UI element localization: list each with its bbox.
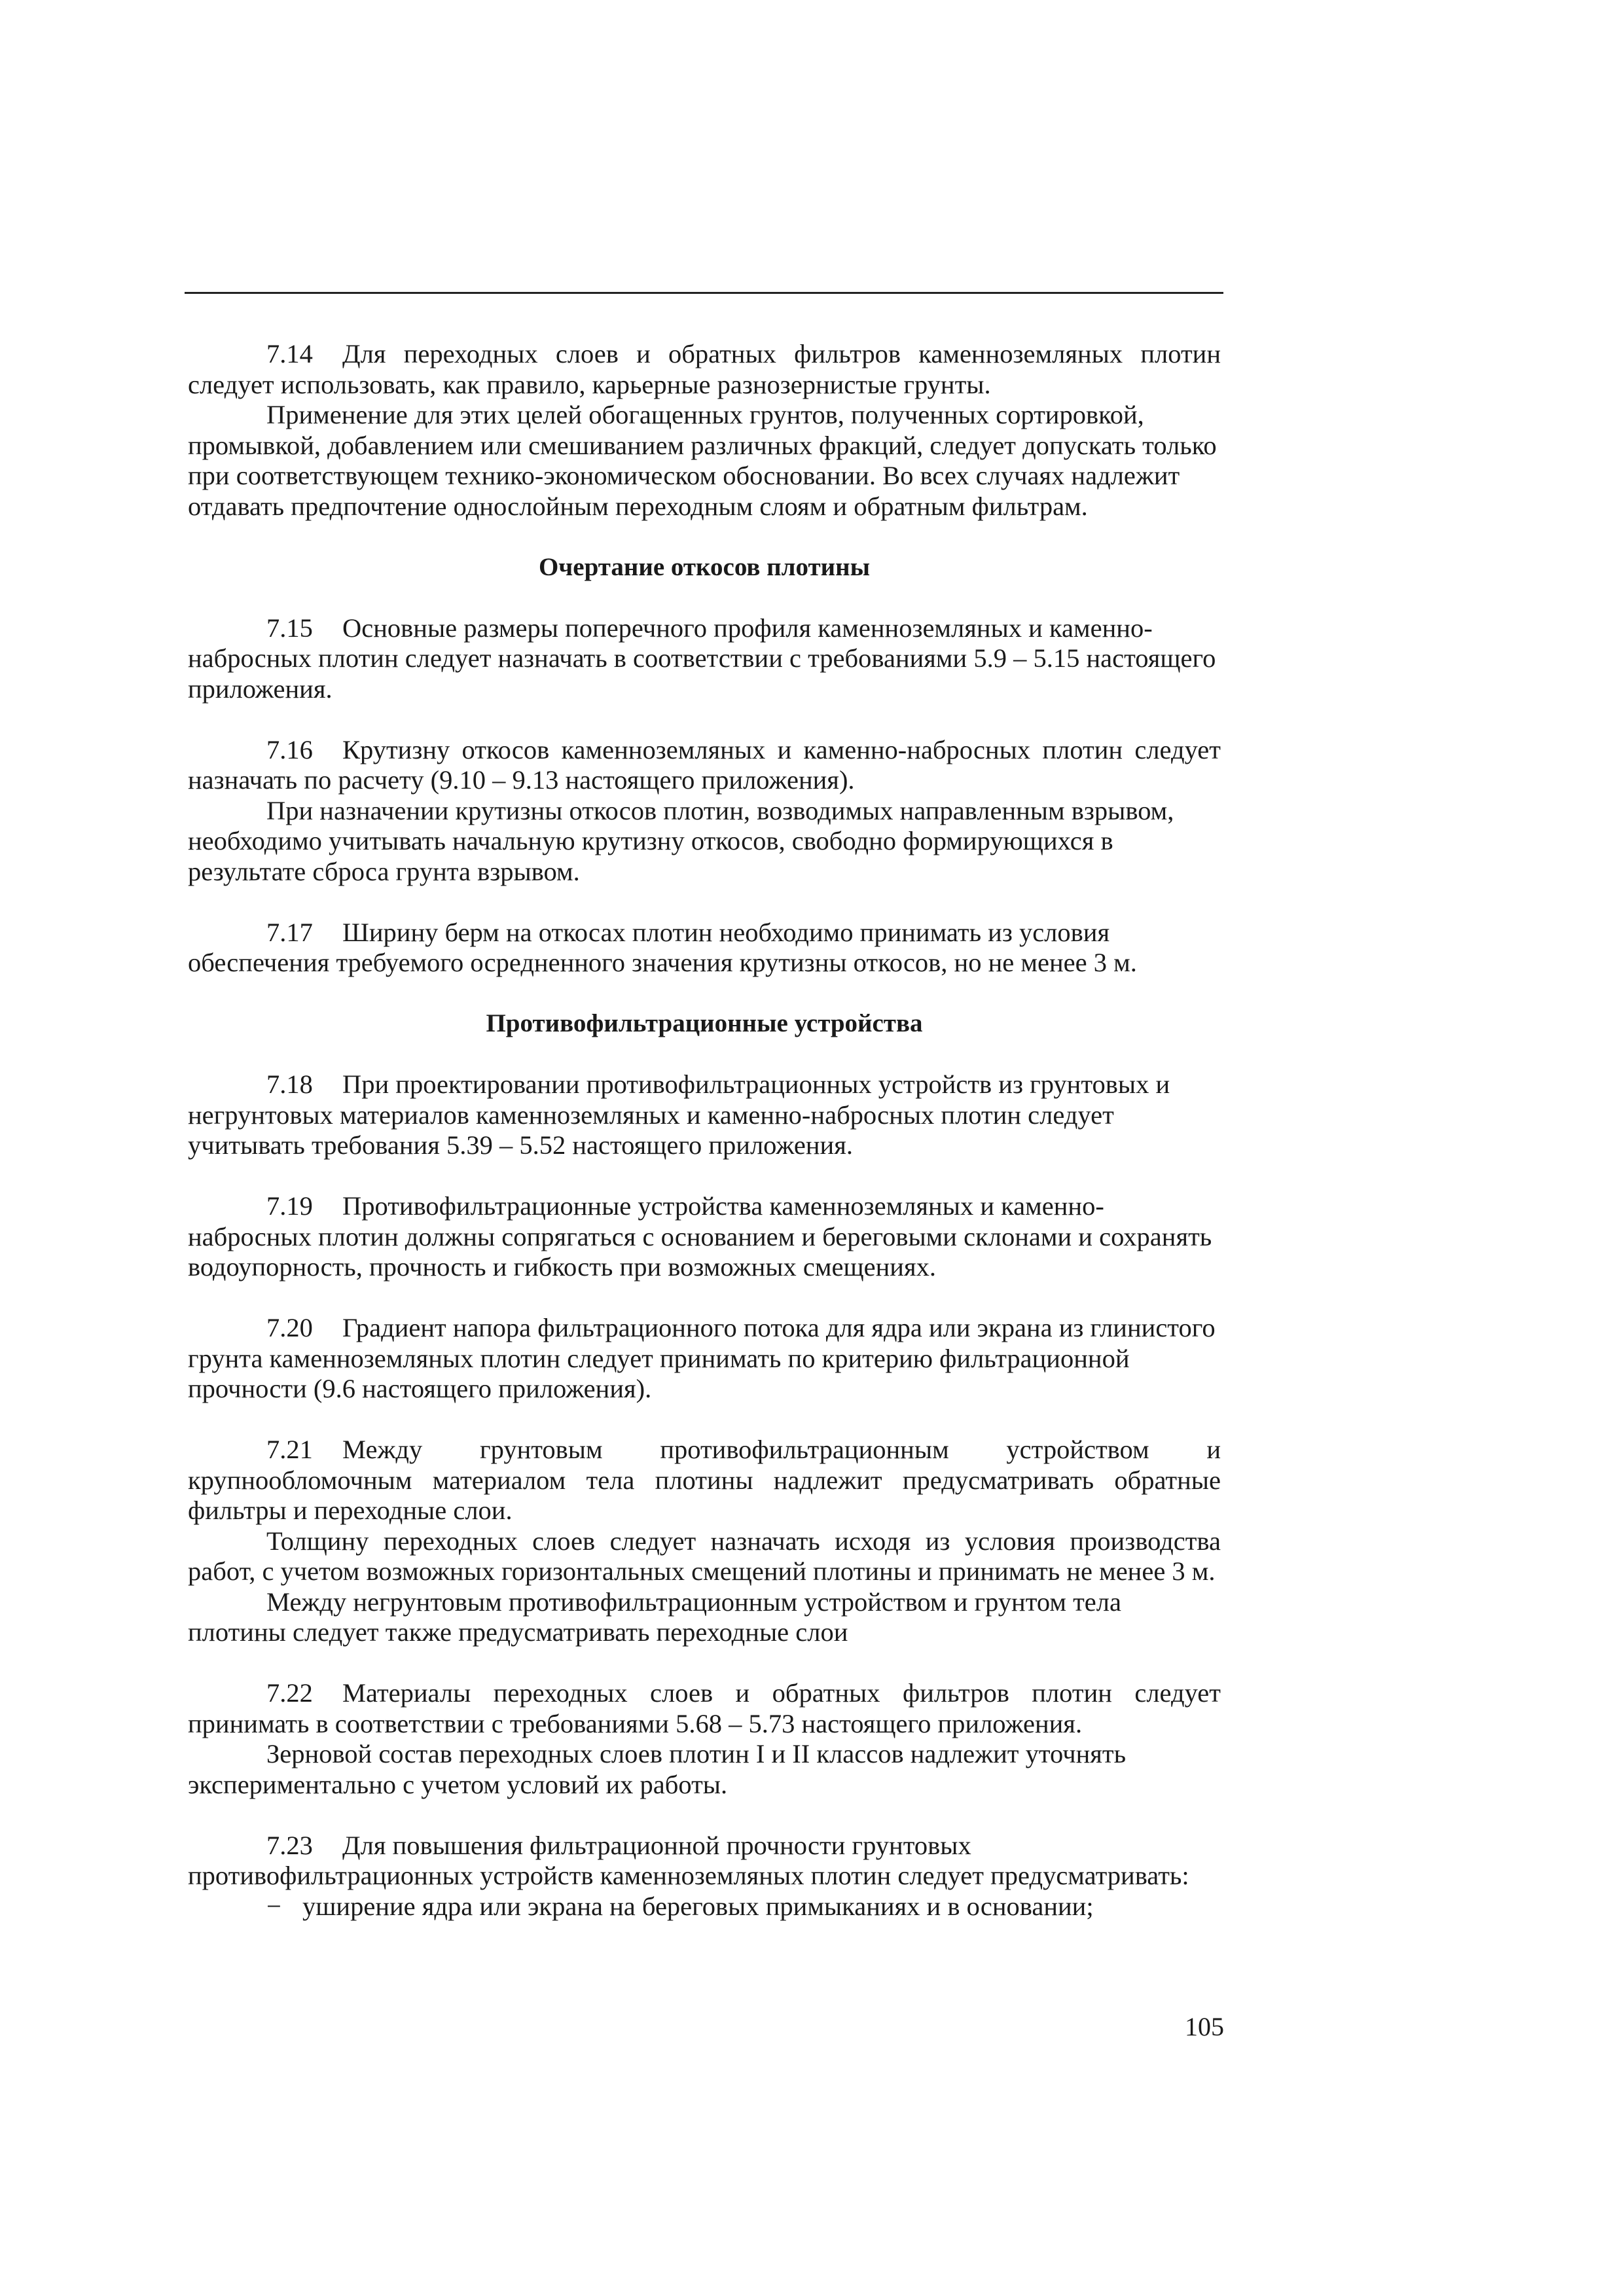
clause-number: 7.22 <box>266 1678 313 1708</box>
clause-number: 7.21 <box>266 1435 313 1464</box>
page-number: 105 <box>1185 2012 1224 2041</box>
header-rule <box>185 292 1223 294</box>
paragraph-text: Толщину переходных слоев следует назначать исходя из условия производства работ, с учетом возможных горизонтальных смещений плотины и принимать не менее 3 м. <box>188 1526 1221 1586</box>
paragraph-7-16-cont <box>188 796 1221 888</box>
paragraph-text: Материалы переходных слоев и обратных фильтров плотин следует принимать в соответствии с требованиями 5.68 – 5.73 настоящего приложения. <box>188 1678 1221 1738</box>
paragraph-7-22 <box>188 1678 1221 1739</box>
clause-number: 7.19 <box>266 1191 313 1221</box>
clause-number: 7.23 <box>266 1830 313 1860</box>
paragraph-7-16 <box>188 735 1221 796</box>
paragraph-7-15 <box>188 613 1221 705</box>
paragraph-7-18 <box>188 1069 1221 1161</box>
paragraph-text: Основные размеры поперечного профиля каменноземляных и каменно-набросных плотин следует назначать в соответствии с требованиями 5.9 – 5.15 настоящего приложения. <box>188 613 1216 704</box>
paragraph-text: При назначении крутизны откосов плотин, возводимых направленным взрывом, необходимо учитывать начальную крутизну откосов, свободно формирующихся в результате сброса грунта взрывом. <box>188 795 1174 886</box>
paragraph-text: Между грунтовым противофильтрационным устройством и крупнообломочным материалом тела плотины надлежит предусматривать обратные фильтры и переходные слои. <box>188 1435 1221 1525</box>
paragraph-7-17 <box>188 918 1221 978</box>
list-item-text: уширение ядра или экрана на береговых примыканиях и в основании; <box>302 1891 1094 1921</box>
paragraph-text: Крутизну откосов каменноземляных и каменно-набросных плотин следует назначать по расчету (9.10 – 9.13 настоящего приложения). <box>188 734 1221 795</box>
paragraph-text: Для переходных слоев и обратных фильтров каменноземляных плотин следует использовать, как правило, карьерные разнозернистые грунты. <box>188 339 1221 399</box>
paragraph-7-20 <box>188 1313 1221 1405</box>
document-body <box>188 339 1221 1922</box>
paragraph-7-21 <box>188 1435 1221 1526</box>
paragraph-7-19 <box>188 1191 1221 1283</box>
paragraph-text: Для повышения фильтрационной прочности грунтовых противофильтрационных устройств каменноземляных плотин следует предусматривать: <box>188 1830 1189 1890</box>
clause-number: 7.17 <box>266 917 313 947</box>
clause-number: 7.18 <box>266 1069 313 1099</box>
paragraph-7-14-cont <box>188 400 1221 522</box>
clause-number: 7.15 <box>266 613 313 643</box>
paragraph-7-21-cont <box>188 1526 1221 1587</box>
paragraph-text: Между негрунтовым противофильтрационным устройством и грунтом тела плотины следует также предусматривать переходные слои <box>188 1587 1121 1647</box>
section-heading-slopes: Очертание откосов плотины <box>538 552 871 581</box>
paragraph-text: Зерновой состав переходных слоев плотин I и II классов надлежит уточнять экспериментально с учетом условий их работы. <box>188 1739 1127 1799</box>
paragraph-text: Противофильтрационные устройства каменноземляных и каменно-набросных плотин должны сопрягаться с основанием и береговыми склонами и сохранять водоупорность, прочность и гибкость при возможных смещениях. <box>188 1191 1212 1282</box>
paragraph-7-21-cont2 <box>188 1587 1221 1648</box>
paragraph-7-14 <box>188 339 1221 400</box>
clause-number: 7.14 <box>266 339 313 368</box>
paragraph-text: При проектировании противофильтрационных устройств из грунтовых и негрунтовых материалов каменноземляных и каменно-набросных плотин следует учитывать требования 5.39 – 5.52 настоящего приложения. <box>188 1069 1170 1160</box>
list-item <box>188 1892 1221 1922</box>
paragraph-7-22-cont <box>188 1739 1221 1800</box>
clause-number: 7.16 <box>266 734 313 764</box>
dash-bullet: − <box>266 1891 281 1921</box>
paragraph-text: Ширину берм на откосах плотин необходимо принимать из условия обеспечения требуемого осредненного значения крутизны откосов, но не менее 3 м. <box>188 917 1137 977</box>
paragraph-text: Применение для этих целей обогащенных грунтов, полученных сортировкой, промывкой, добавлением или смешиванием различных фракций, следует допускать только при соответствующем технико-экономическом обосновании. Во всех случаях надлежит отдавать предпочтение однослойным переходным слоям и обратным фильтрам. <box>188 400 1217 521</box>
section-heading-antifiltration: Противофильтрационные устройства <box>486 1009 923 1037</box>
paragraph-text: Градиент напора фильтрационного потока для ядра или экрана из глинистого грунта каменноземляных плотин следует принимать по критерию фильтрационной прочности (9.6 настоящего приложения). <box>188 1313 1216 1403</box>
clause-number: 7.20 <box>266 1313 313 1342</box>
paragraph-7-23 <box>188 1831 1221 1892</box>
